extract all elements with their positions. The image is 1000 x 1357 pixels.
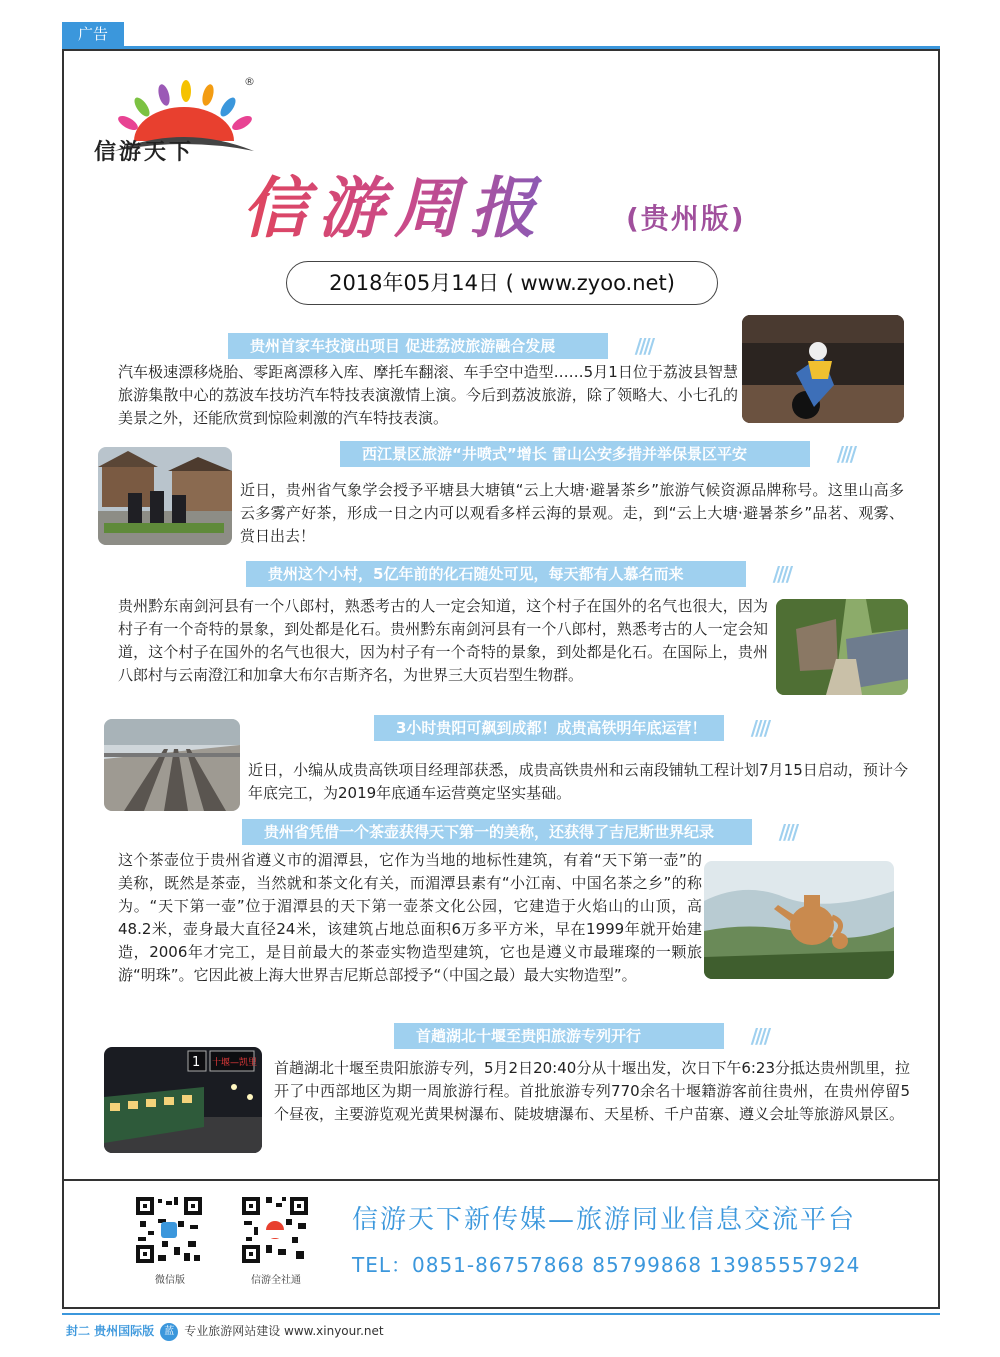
qr-code-wechat[interactable] (134, 1195, 204, 1265)
masthead-title: 信游周报 (242, 155, 546, 250)
article-6-photo (104, 1047, 262, 1153)
article-2-headline: 西江景区旅游“井喷式”增长 雷山公安多措并举保景区平安 //// (340, 441, 810, 467)
qr-label-wechat: 微信版 (155, 1275, 185, 1286)
bottom-rule (62, 1313, 940, 1315)
qr-icon (240, 1195, 310, 1265)
registered-mark: ® (244, 75, 255, 88)
bottom-line (66, 1322, 384, 1341)
article-4-photo (104, 719, 240, 811)
page-frame (62, 49, 940, 1309)
bottom-tagline: 专业旅游网站建设 www.xinyour.net (184, 1324, 384, 1338)
article-1-body: 汽车极速漂移烧胎、零距离漂移入库、摩托车翻滚、车手空中造型……5月1日位于荔波县智慧旅游集散中心的荔波车技坊汽车特技表演激情上演。今后到荔波旅游，除了领略大、小七孔的美景之外，还能欣赏到惊险刺激的汽车特技表演。 (118, 363, 738, 427)
edition-label: (贵州版) (626, 202, 746, 235)
article-5-photo (704, 861, 894, 979)
article-5-headline: 贵州省凭借一个茶壶获得天下第一的美称，还获得了吉尼斯世界纪录 //// (242, 819, 752, 845)
article-4-body: 近日，小编从成贵高铁项目经理部获悉，成贵高铁贵州和云南段铺轨工程计划7月15日启动，预计今年底完工，为2019年底通车运营奠定坚实基础。 (248, 761, 908, 802)
brand-name: 信游天下 (94, 139, 195, 165)
article-3-photo (776, 599, 908, 695)
train-sign-text: 十堰—凯里 (212, 1058, 258, 1068)
article-5-body: 这个茶壶位于贵州省遵义市的湄潭县，它作为当地的地标性建筑，有着“天下第一壶”的美称，既然是茶壶，当然就和茶文化有关，而湄潭县素有“小江南、中国名茶之乡”的称为。“天下第一壶”位于湄潭县的天下第一壶茶文化公园，它建造于火焰山的山顶，高48.2米，壶身最大直径24米，该建筑占地总面积6万多平方米，早在1999年就开始建造，2006年才完工，是目前最大的茶壶实物造型建筑，它也是遵义市最璀璨的一颗旅游“明珠”。它因此被上海大世界吉尼斯总部授予“（中国之最）最大实物造型”。 (118, 851, 702, 984)
qr-code-network[interactable] (240, 1195, 310, 1265)
blue-badge-icon: 蓝 (160, 1323, 178, 1341)
qr-label-network: 信游全社通 (251, 1275, 301, 1286)
qr-icon (134, 1195, 204, 1265)
ad-tag: 广告 (62, 22, 124, 46)
article-2-body: 近日，贵州省气象学会授予平塘县大塘镇“云上大塘·避暑茶乡”旅游气候资源品牌称号。这里山高多云多雾产好茶，形成一日之内可以观看多样云海的景观。走，到“云上大塘·避暑茶乡”品茗、观雾、赏日出去！ (240, 481, 904, 545)
article-4-headline: 3小时贵阳可飙到成都！成贵高铁明年底运营！ //// (374, 715, 724, 741)
article-3-body: 贵州黔东南剑河县有一个八郎村，熟悉考古的人一定会知道，这个村子在国外的名气也很大，因为村子有一个奇特的景象，到处都是化石。贵州黔东南剑河县有一个八郎村，熟悉考古的人一定会知道，这个村子在国外的名气也很大，因为村子有一个奇特的景象，到处都是化石。在国际上，贵州八郎村与云南澄江和加拿大布尔吉斯齐名，为世界三大页岩型生物群。 (118, 597, 768, 684)
article-1-photo (742, 315, 904, 423)
footer-tel: TEL：0851-86757868 85799868 13985557924 (352, 1253, 861, 1277)
article-1-headline: 贵州首家车技演出项目 促进荔波旅游融合发展 //// (228, 333, 608, 359)
article-6-body: 首趟湖北十堰至贵阳旅游专列，5月2日20:40分从十堰出发，次日下午6:23分抵达贵州凯里，拉开了中西部地区为期一周旅游行程。首批旅游专列770余名十堰籍游客前往贵州，在贵州停留5个昼夜，主要游览观光黄果树瀑布、陡坡塘瀑布、天星桥、千户苗寨、遵义会址等旅游风景区。 (274, 1059, 911, 1123)
date-line: 2018年05月14日 ( www.zyoo.net) (286, 261, 718, 305)
page-label: 封二 贵州国际版 (66, 1324, 155, 1338)
footer-slogan: 信游天下新传媒—旅游同业信息交流平台 (352, 1205, 857, 1235)
article-2-photo (98, 447, 232, 545)
article-3-headline: 贵州这个小村，5亿年前的化石随处可见，每天都有人慕名而来 //// (246, 561, 746, 587)
footer-rule (64, 1179, 938, 1181)
train-sign-number: 1 (192, 1055, 201, 1070)
article-6-headline: 首趟湖北十堰至贵阳旅游专列开行 //// (394, 1023, 724, 1049)
